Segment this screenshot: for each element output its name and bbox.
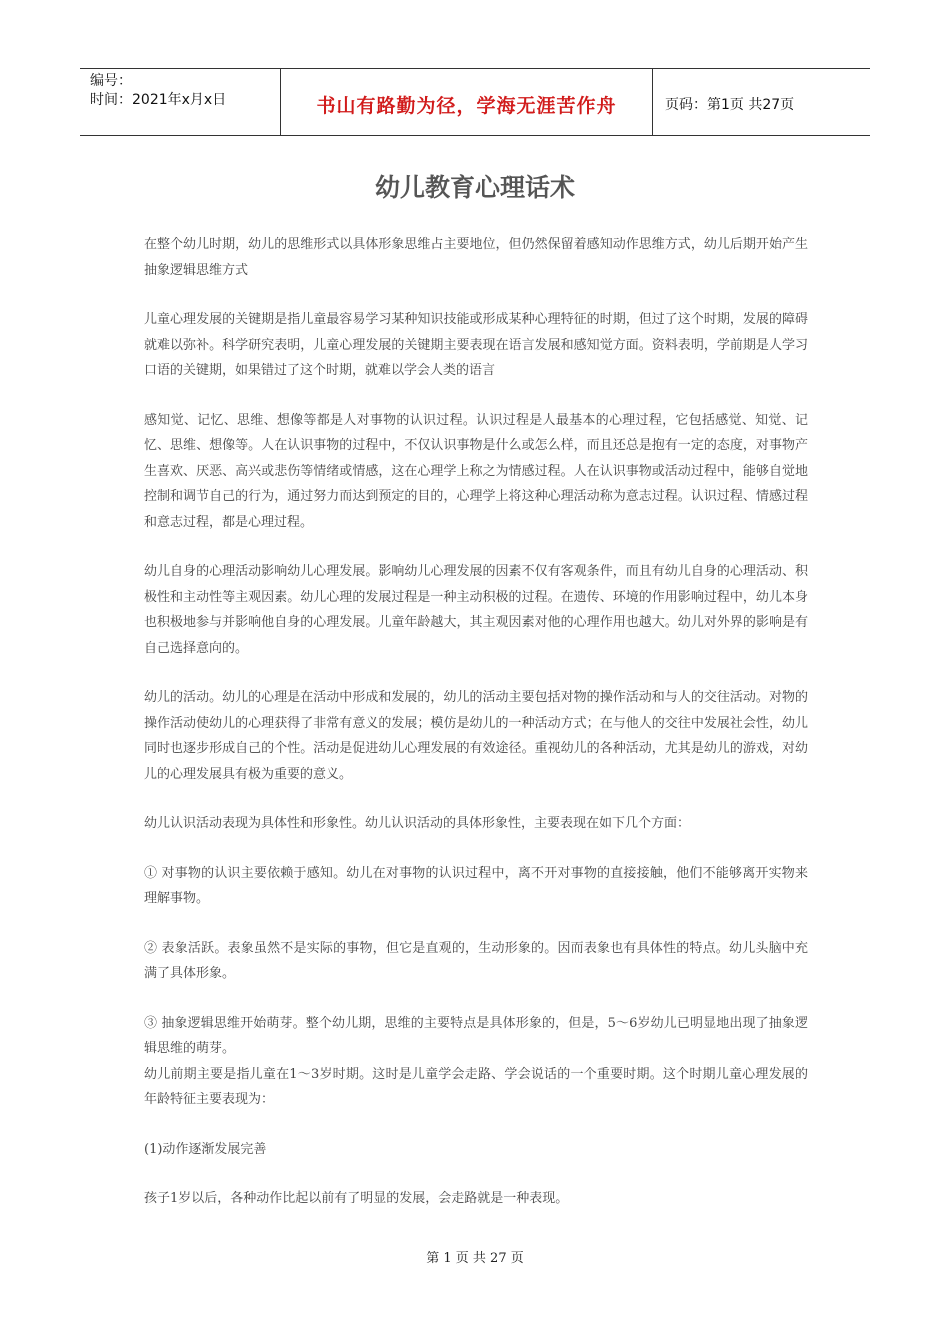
list-item: ② 表象活跃。表象虽然不是实际的事物，但它是直观的，生动形象的。因而表象也有具体性的特点。幼儿头脑中充满了具体形象。: [144, 940, 808, 981]
document-title: 幼儿教育心理话术: [374, 173, 575, 202]
page-footer: 第 1 页 共 27 页: [426, 1251, 524, 1266]
paragraph: 感知觉、记忆、思维、想像等都是人对事物的认识过程。认识过程是人最基本的心理过程，它包括感觉、知觉、记忆、思维、想像等。人在认识事物的过程中，不仅认识事物是什么或怎么样，而且还总是抱有一定的态度，对事物产生喜欢、厌恶、高兴或悲伤等情绪或情感，这在心理学上称之为情感过程。人在认识事物或活动过程中，能够自觉地控制和调节自己的行为，通过努力而达到预定的目的，心理学上将这种心理活动称为意志过程。认识过程、情感过程和意志过程，都是心理过程。: [144, 412, 808, 530]
paragraph: 幼儿的活动。幼儿的心理是在活动中形成和发展的，幼儿的活动主要包括对物的操作活动和与人的交往活动。对物的操作活动使幼儿的心理获得了非常有意义的发展；模仿是幼儿的一种活动方式；在与他人的交往中发展社会性，幼儿同时也逐步形成自己的个性。活动是促进幼儿心理发展的有效途径。重视幼儿的各种活动，尤其是幼儿的游戏，对幼儿的心理发展具有极为重要的意义。: [144, 690, 808, 782]
list-item: ③ 抽象逻辑思维开始萌芽。整个幼儿期，思维的主要特点是具体形象的，但是，5～6岁幼儿已明显地出现了抽象逻辑思维的萌芽。: [144, 1015, 808, 1056]
paragraph: 幼儿前期主要是指儿童在1～3岁时期。这时是儿童学会走路、学会说话的一个重要时期。这个时期儿童心理发展的年龄特征主要表现为：: [144, 1066, 808, 1107]
paragraph: 幼儿认识活动表现为具体性和形象性。幼儿认识活动的具体形象性，主要表现在如下几个方面：: [144, 816, 691, 831]
section-heading: (1)动作逐渐发展完善: [144, 1141, 267, 1157]
document-time-label: 时间：2021年x月x日: [90, 92, 227, 108]
paragraph: 孩子1岁以后，各种动作比起以前有了明显的发展，会走路就是一种表现。: [144, 1191, 569, 1206]
header-meta: [80, 69, 281, 135]
document-body: [144, 232, 808, 1236]
document-header: [80, 68, 870, 136]
document-number-label: 编号：: [90, 73, 132, 89]
list-item: ① 对事物的认识主要依赖于感知。幼儿在对事物的认识过程中，离不开对事物的直接接触，他们不能够离开实物来理解事物。: [144, 865, 808, 906]
paragraph: 幼儿自身的心理活动影响幼儿心理发展。影响幼儿心理发展的因素不仅有客观条件，而且有幼儿自身的心理活动、积极性和主动性等主观因素。幼儿心理的发展过程是一种主动积极的过程。在遗传、环境的作用影响过程中，幼儿本身也积极地参与并影响他自身的心理发展。儿童年龄越大，其主观因素对他的心理作用也越大。幼儿对外界的影响是有自己选择意向的。: [144, 564, 808, 656]
paragraph: 在整个幼儿时期，幼儿的思维形式以具体形象思维占主要地位，但仍然保留着感知动作思维方式，幼儿后期开始产生抽象逻辑思维方式: [144, 237, 808, 278]
paragraph: 儿童心理发展的关键期是指儿童最容易学习某种知识技能或形成某种心理特征的时期，但过了这个时期，发展的障碍就难以弥补。科学研究表明，儿童心理发展的关键期主要表现在语言发展和感知觉方面。资料表明，学前期是人学习口语的关键期，如果错过了这个时期，就难以学会人类的语言: [144, 312, 808, 378]
header-page-info: 页码：第1页 共27页: [665, 97, 795, 113]
header-motto: 书山有路勤为径，学海无涯苦作舟: [281, 69, 653, 135]
